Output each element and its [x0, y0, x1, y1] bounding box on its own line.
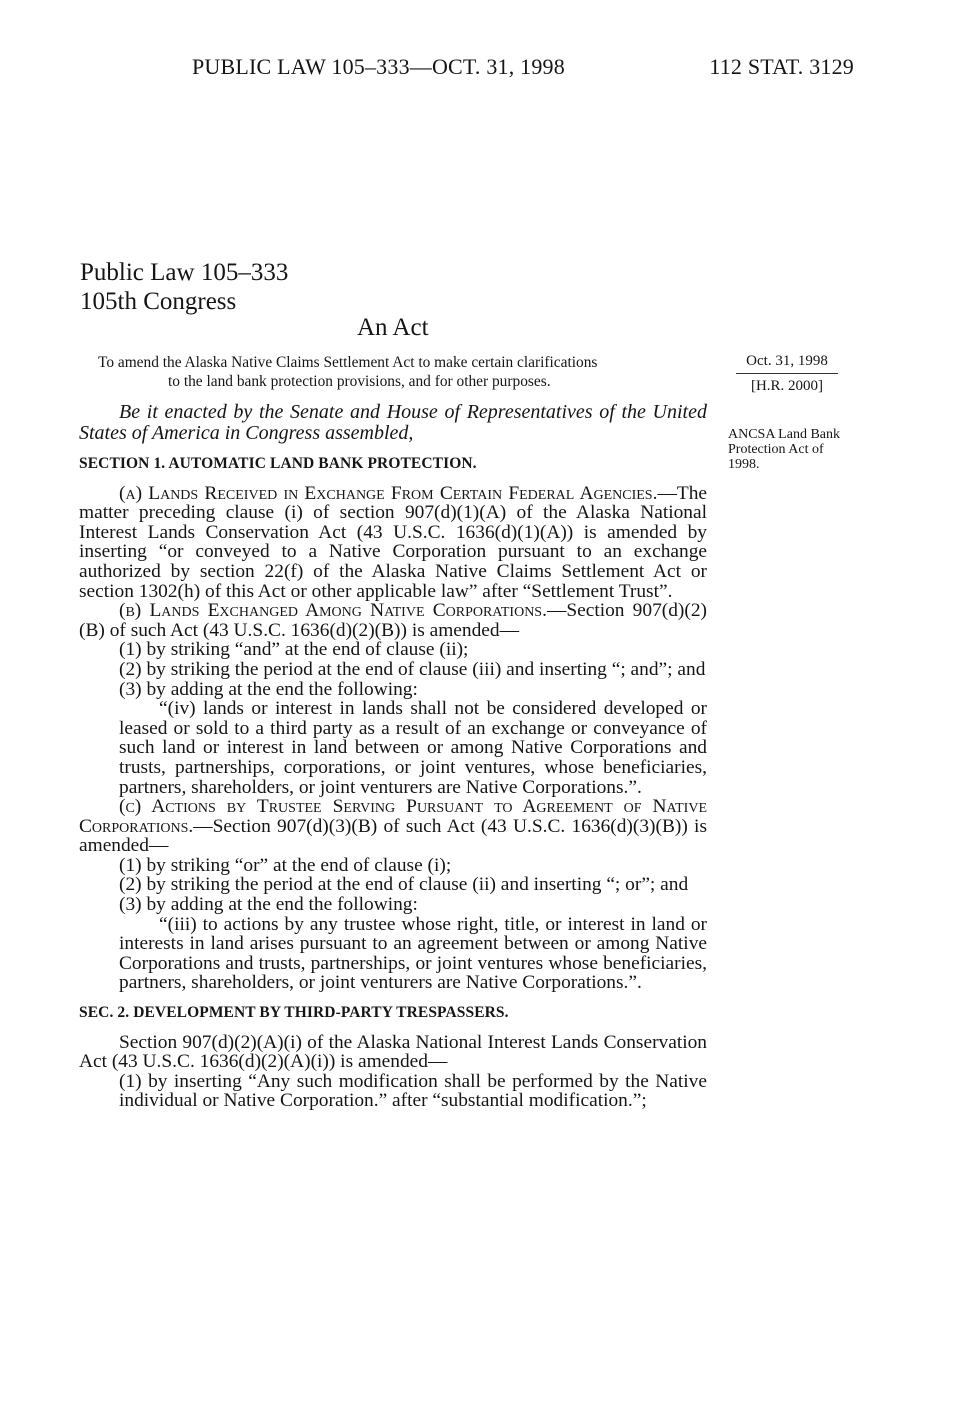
law-title-block [80, 258, 288, 316]
law-body [79, 402, 707, 1111]
purpose-line-2: to the land bank protection provisions, and for other purposes. [168, 373, 551, 390]
subsection-c-item-1: (1) by striking “or” at the end of clause (i); [119, 854, 452, 876]
purpose-statement [98, 353, 696, 391]
subsection-c-text: —Section 907(d)(3)(B) of such Act (43 U.S.C. 1636(d)(3)(B)) is amended— [79, 815, 707, 857]
subsection-b-item-2: (2) by striking the period at the end of clause (iii) and inserting “; and”; and [119, 658, 706, 680]
purpose-line-1: To amend the Alaska Native Claims Settlement Act to make certain clarifications [98, 354, 598, 371]
subsection-b-item-1: (1) by striking “and” at the end of clause (ii); [119, 639, 469, 661]
subsection-c-quoted-clause: “(iii) to actions by any trustee whose right, title, or interest in land or interests in land arises pursuant to an agreement between or among Native Corporations and trusts, partnerships, or joint ventures whose beneficiaries, partners, shareholders, or joint venturers are Native Corporations.”. [119, 913, 707, 994]
enacting-clause: Be it enacted by the Senate and House of Representatives of the United States of America in Congress assembled, [79, 401, 707, 444]
subsection-a [79, 484, 707, 602]
subsection-a-text: —The matter preceding clause (i) of section 907(d)(1)(A) of the Alaska National Interest Lands Conservation Act (43 U.S.C. 1636(d)(1)(A)) is amended by inserting “or conveyed to a Native Corporation pursuant to an exchange authorized by section 22(f) of the Alaska Native Claims Settlement Act or section 1302(h) of this Act or other applicable law” after “Settlement Trust”. [79, 482, 707, 602]
bill-number: [H.R. 2000] [750, 378, 824, 394]
margin-note-short-title: ANCSA Land Bank Protection Act of 1998. [728, 427, 840, 472]
header-statute-page: 112 STAT. 3129 [709, 54, 854, 79]
public-law-number: Public Law 105–333 [80, 259, 289, 286]
header-law-citation: PUBLIC LAW 105–333—OCT. 31, 1998 [192, 54, 565, 79]
subsection-b-item-3: (3) by adding at the end the following: [119, 678, 418, 700]
margin-note-date [736, 352, 838, 396]
section-2-heading: SEC. 2. DEVELOPMENT BY THIRD-PARTY TRESPASSERS. [79, 1004, 509, 1022]
subsection-c-heading: (c) Actions by Trustee Serving Pursuant to Agreement of Native Corporations. [79, 796, 707, 837]
section-2-intro: Section 907(d)(2)(A)(i) of the Alaska National Interest Lands Conservation Act (43 U.S.C. 1636(d)(2)(A)(i)) is amended— [79, 1031, 707, 1073]
act-heading: An Act [357, 314, 429, 341]
enactment-date: Oct. 31, 1998 [736, 352, 838, 374]
section-1-heading: SECTION 1. AUTOMATIC LAND BANK PROTECTION. [79, 455, 477, 472]
subsection-b-quoted-clause: “(iv) lands or interest in lands shall not be considered developed or leased or sold to a third party as a result of an exchange or conveyance of such land or interest in land between or among Native Corporations and trusts, partnerships, corporations, or joint ventures, whose beneficiaries, partners, shareholders, or joint venturers are Native Corporations.”. [119, 698, 707, 798]
subsection-c-item-2: (2) by striking the period at the end of clause (ii) and inserting “; or”; and [119, 874, 689, 896]
subsection-b [79, 601, 707, 640]
subsection-b-heading: (b) Lands Exchanged Among Native Corporations. [119, 600, 547, 622]
subsection-a-heading: (a) Lands Received in Exchange From Certain Federal Agencies. [119, 482, 658, 504]
subsection-c [79, 797, 707, 856]
section-2-item-1: (1) by inserting “Any such modification shall be performed by the Native individual or Native Corporation.” after “substantial modification.”; [119, 1070, 707, 1112]
congress-number: 105th Congress [80, 288, 237, 315]
subsection-b-text: —Section 907(d)(2)(B) of such Act (43 U.S.C. 1636(d)(2)(B)) is amended— [79, 600, 707, 641]
subsection-c-item-3: (3) by adding at the end the following: [119, 894, 418, 916]
